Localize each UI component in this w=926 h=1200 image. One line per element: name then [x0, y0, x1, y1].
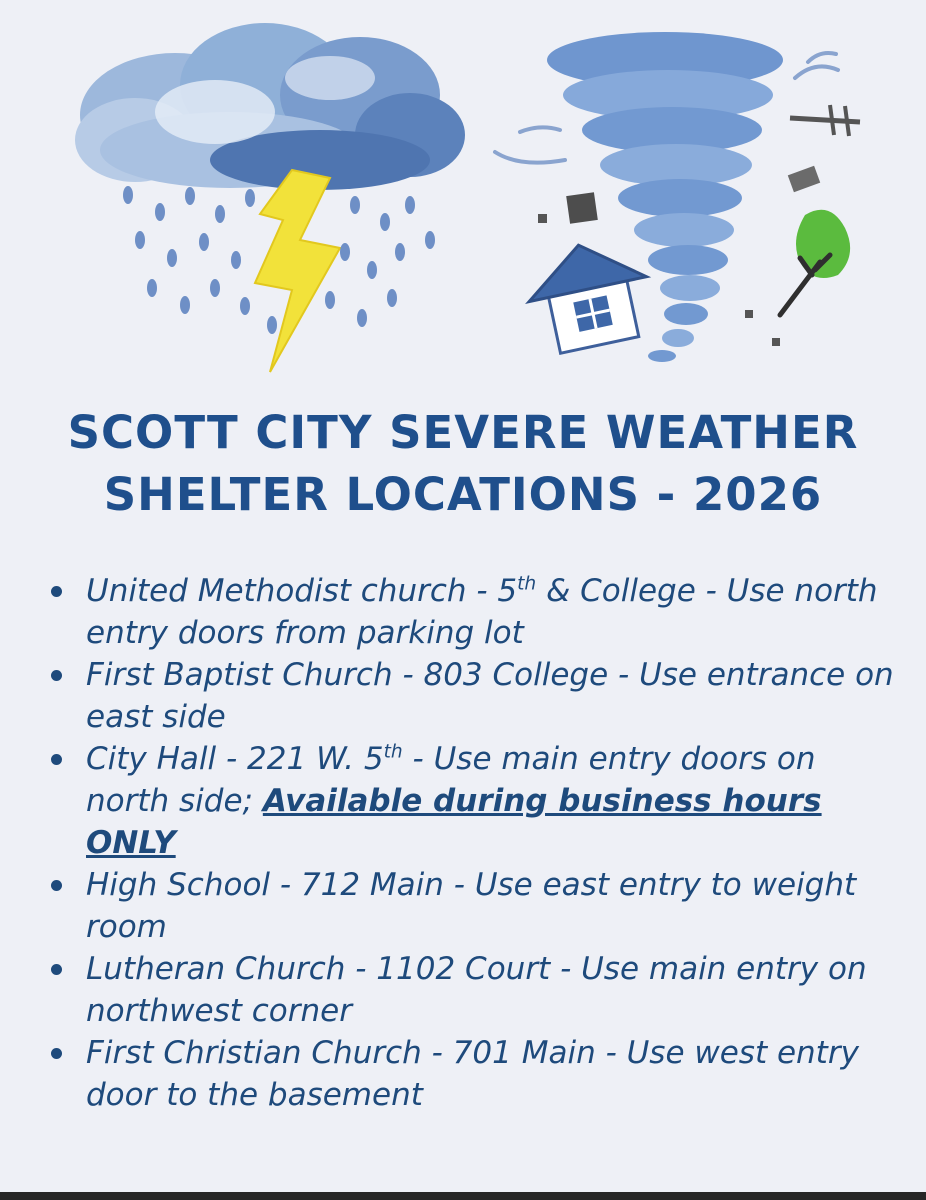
availability-note: Available during business hours ONLY: [86, 783, 822, 861]
list-item-text: High School - 712 Main - Use east entry to weight room: [86, 867, 857, 945]
list-item: [48, 570, 908, 654]
title-line-2: SHELTER LOCATIONS - 2026: [103, 468, 823, 521]
list-item-text: Lutheran Church - 1102 Court - Use main entry on northwest corner: [86, 951, 867, 1029]
list-item-text: City Hall - 221 W. 5: [86, 741, 384, 777]
shelter-list: [48, 570, 908, 1116]
ordinal-suffix: th: [383, 741, 403, 763]
list-item: [48, 864, 908, 948]
storm-cloud-icon: [75, 23, 465, 190]
list-item: [48, 654, 908, 738]
list-item: [48, 738, 908, 864]
lightning-icon: [255, 170, 340, 372]
list-item: [48, 1032, 908, 1116]
title-line-1: SCOTT CITY SEVERE WEATHER: [67, 406, 859, 459]
header-illustration: [0, 0, 926, 390]
list-item-text: First Baptist Church - 803 College - Use entrance on east side: [86, 657, 894, 735]
tree-icon: [780, 210, 850, 315]
list-item-text: First Christian Church - 701 Main - Use west entry door to the basement: [86, 1035, 859, 1113]
ordinal-suffix: th: [517, 573, 537, 595]
list-item: [48, 948, 908, 1032]
list-item-text: - Use main entry doors on north side;: [86, 741, 816, 819]
bottom-edge-bar: [0, 1192, 926, 1200]
page-title: [0, 402, 926, 526]
list-item-text: & College - Use north entry doors from parking lot: [86, 573, 878, 651]
list-item-text: United Methodist church - 5: [86, 573, 518, 609]
house-icon: [520, 233, 659, 358]
